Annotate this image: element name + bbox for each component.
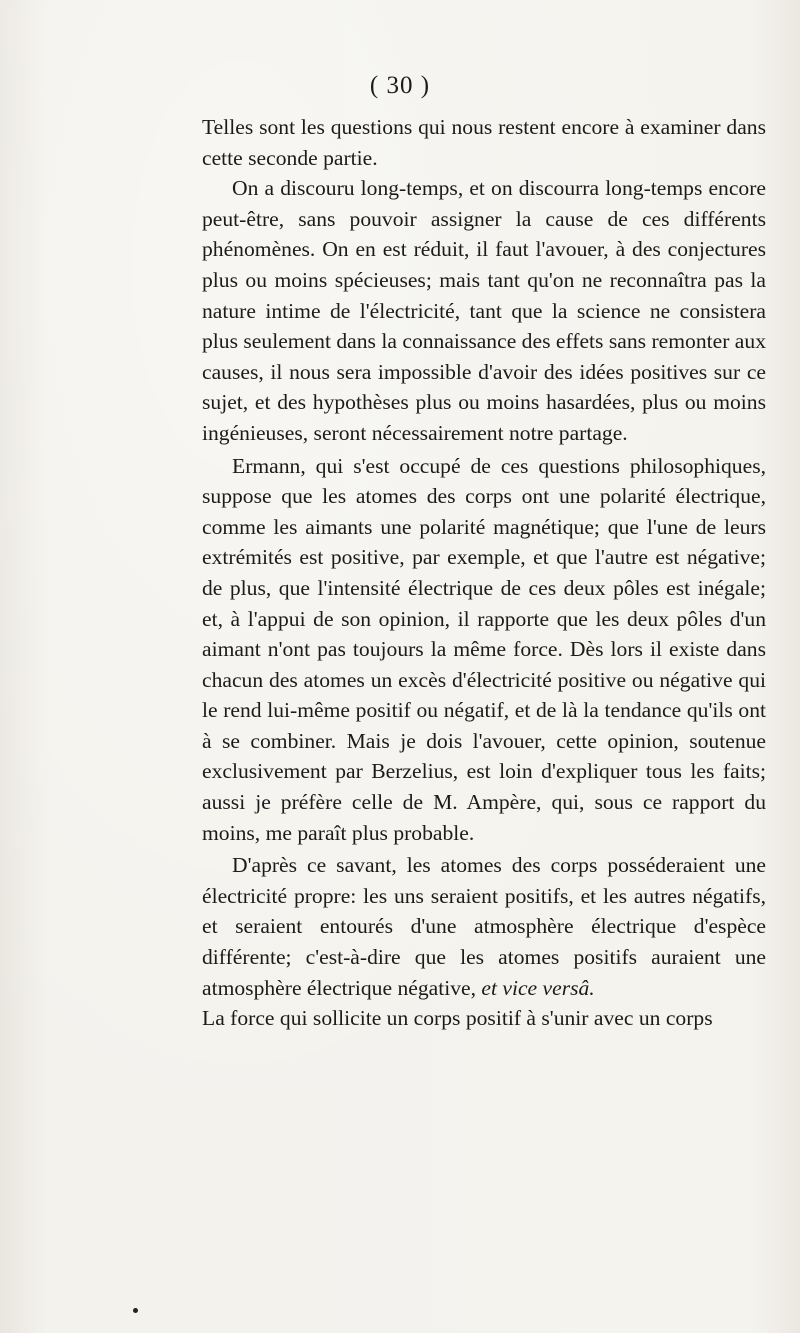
ink-speck	[133, 1308, 138, 1313]
paragraph-2: On a discouru long-temps, et on discourra long-temps encore peut-être, sans pouvoir assigner la cause de ces différents phénomènes. On en est réduit, il faut l'avouer, à des conjectures plus ou moins spécieuses; mais tant qu'on ne reconnaîtra pas la nature intime de l'électricité, tant que la science ne consistera plus seulement dans la connaissance des effets sans remonter aux causes, il nous sera impossible d'avoir des idées positives sur ce sujet, et des hypothèses plus ou moins hasardées, plus ou moins ingénieuses, seront nécessairement notre partage.	[202, 176, 766, 445]
paragraph-3: Ermann, qui s'est occupé de ces questions philosophiques, suppose que les atomes des corps ont une polarité électrique, comme les aimants une polarité magnétique; que l'une de leurs extrémités est positive, par exemple, et que l'autre est négative; de plus, que l'intensité électrique de ces deux pôles est inégale; et, à l'appui de son opinion, il rapporte que les deux pôles d'un aimant n'ont pas toujours la même force. Dès lors il existe dans chacun des atomes un excès d'électricité positive ou négative qui le rend lui-même positif ou négatif, et de là la tendance qu'ils ont à se combiner. Mais je dois l'avouer, cette opinion, soutenue exclusivement par Berzelius, est loin d'expliquer tous les faits; aussi je préfère celle de M. Ampère, qui, sous ce rapport du moins, me paraît plus probable.	[202, 453, 766, 845]
page-number: ( 30 )	[369, 72, 431, 99]
paragraph-5: La force qui sollicite un corps positif à s'unir avec un corps	[202, 1006, 713, 1031]
body-text	[202, 112, 766, 1034]
paragraph-4	[202, 850, 766, 1003]
paragraph-1: Telles sont les questions qui nous restent encore à examiner dans cette seconde partie.	[202, 115, 766, 170]
paragraph-4-italic: et vice versâ.	[481, 975, 595, 1000]
paragraph-4-text: D'après ce savant, les atomes des corps posséderaient une électricité propre: les uns seraient positifs, et les autres négatifs, et seraient entourés d'une atmosphère électrique d'espèce différente; c'est-à-dire que les atomes positifs auraient une atmosphère électrique négative,	[202, 853, 766, 1000]
